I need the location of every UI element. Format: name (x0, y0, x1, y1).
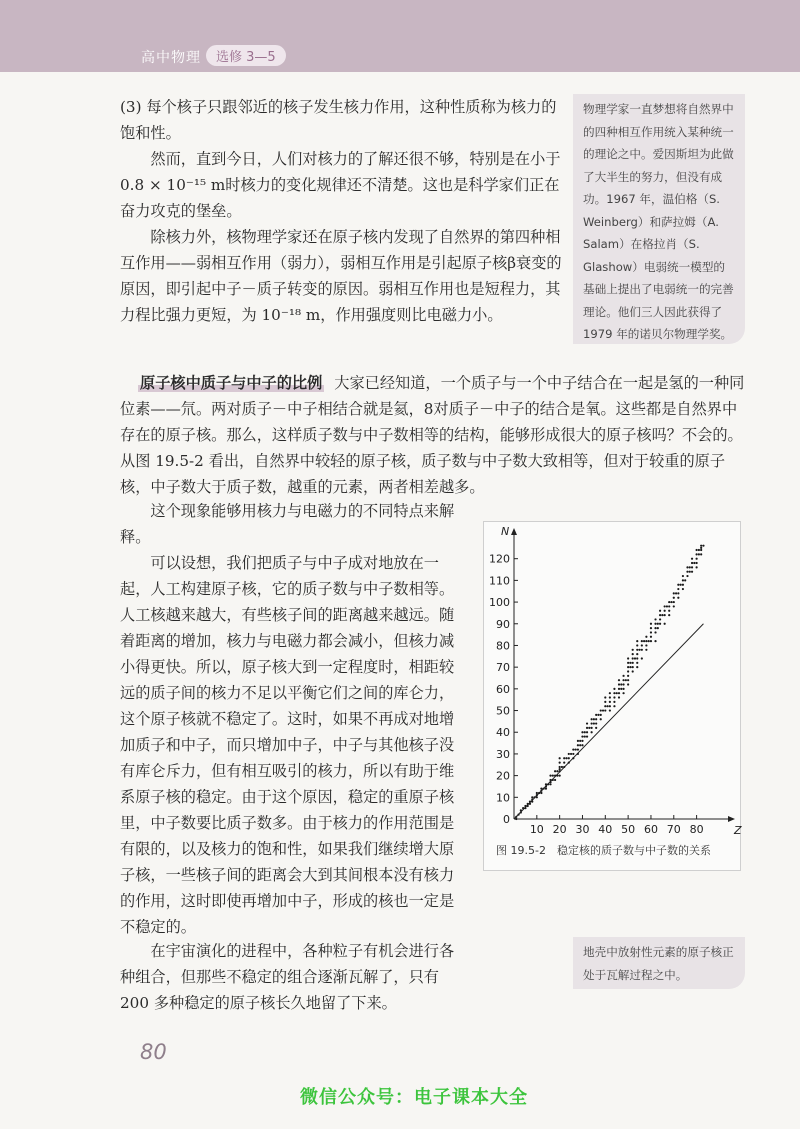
paragraph-explanation: 可以设想，我们把质子与中子成对地放在一起，人工构建原子核，它的质子数与中子数相等。人工核越来越大，有些核子间的距离越来越远。随着距离的增加，核力与电磁力都会减小，但核力减小得更快。所以，原子核大到一定程度时，相距较远的质子间的核力不足以平衡它们之间的库仑力，这个原子核就不稳定了。这时，如果不再成对地增加质子和中子，而只增加中子，中子与其他核子没有库仑斥力，但有相互吸引的核力，所以有助于维系原子核的稳定。由于这个原因，稳定的重原子核里，中子数要比质子数多。由于核力的作用范围是有限的，以及核力的饱和性，如果我们继续增大原子核，一些核子间的距离会大到其间根本没有核力的作用，这时即使再增加中子，形成的核也一定是不稳定的。 (120, 554, 455, 936)
data-point (517, 814, 519, 816)
data-point (627, 679, 629, 681)
data-point (515, 818, 517, 820)
data-point (650, 640, 652, 642)
paragraph-cosmic-evolution: 在宇宙演化的进程中，各种粒子有机会进行各种组合，但那些不稳定的组合逐渐瓦解了，只有 200 多种稳定的原子核长久地留了下来。 (120, 942, 455, 1012)
data-point (696, 562, 698, 564)
data-point (577, 753, 579, 755)
y-axis-arrow (511, 528, 517, 535)
data-point (618, 683, 620, 685)
data-point (673, 592, 675, 594)
book-volume-badge: 选修 3—5 (206, 45, 286, 66)
data-point (609, 696, 611, 698)
data-point (543, 788, 545, 790)
data-point (618, 679, 620, 681)
data-point (563, 766, 565, 768)
data-point (641, 657, 643, 659)
data-point (629, 662, 631, 664)
data-point (536, 794, 538, 796)
data-point (556, 770, 558, 772)
data-point (661, 614, 663, 616)
data-point (618, 688, 620, 690)
data-point (657, 627, 659, 629)
data-point (632, 666, 634, 668)
data-point (673, 597, 675, 599)
data-point (686, 571, 688, 573)
data-point (659, 623, 661, 625)
data-point (636, 666, 638, 668)
data-point (654, 618, 656, 620)
data-point (682, 575, 684, 577)
data-point (570, 753, 572, 755)
data-point (595, 727, 597, 729)
data-point (696, 566, 698, 568)
data-point (702, 545, 704, 547)
y-tick-label: 90 (496, 617, 510, 631)
data-point (632, 662, 634, 664)
section-title: 原子核中质子与中子的比例 (140, 374, 323, 392)
data-point (604, 696, 606, 698)
paragraph-proton-neutron-ratio (120, 370, 745, 500)
data-point (654, 623, 656, 625)
data-point (549, 781, 551, 783)
data-point (600, 709, 602, 711)
data-point (645, 649, 647, 651)
data-point (691, 558, 693, 560)
data-point (700, 545, 702, 547)
data-point (600, 718, 602, 720)
data-point (686, 566, 688, 568)
data-point (645, 640, 647, 642)
data-point (545, 785, 547, 787)
y-tick-label: 40 (496, 726, 510, 740)
data-point (641, 640, 643, 642)
data-point (591, 727, 593, 729)
data-point (629, 666, 631, 668)
paragraph-explanation-intro: 这个现象能够用核力与电磁力的不同特点来解释。 (120, 502, 455, 546)
data-point (572, 748, 574, 750)
data-point (627, 675, 629, 677)
data-point (664, 623, 666, 625)
data-point (682, 579, 684, 581)
data-point (650, 623, 652, 625)
data-point (668, 614, 670, 616)
data-point (675, 592, 677, 594)
y-tick-label: 60 (496, 682, 510, 696)
data-point (689, 566, 691, 568)
data-point (650, 627, 652, 629)
data-point (591, 731, 593, 733)
data-point (563, 762, 565, 764)
data-point (641, 644, 643, 646)
data-point (627, 670, 629, 672)
data-point (524, 807, 526, 809)
data-point (609, 705, 611, 707)
data-point (593, 722, 595, 724)
data-point (600, 714, 602, 716)
data-point (618, 696, 620, 698)
data-point (531, 798, 533, 800)
data-point (636, 653, 638, 655)
data-point (613, 696, 615, 698)
data-point (625, 679, 627, 681)
x-axis-arrow (728, 816, 735, 822)
data-point (602, 709, 604, 711)
data-point (698, 553, 700, 555)
data-point (622, 683, 624, 685)
data-point (572, 753, 574, 755)
data-point (556, 775, 558, 777)
data-point (620, 683, 622, 685)
data-point (700, 553, 702, 555)
data-point (664, 614, 666, 616)
data-point (531, 801, 533, 803)
page-number: 80 (140, 1040, 167, 1064)
data-point (613, 705, 615, 707)
data-point (686, 575, 688, 577)
data-point (664, 605, 666, 607)
data-point (565, 757, 567, 759)
y-tick-label: 100 (489, 596, 510, 610)
data-point (545, 788, 547, 790)
paragraph-saturation: (3) 每个核子只跟邻近的核子发生核力作用，这种性质称为核力的饱和性。 (120, 98, 557, 142)
data-point (654, 640, 656, 642)
data-point (584, 735, 586, 737)
data-point (515, 816, 517, 818)
x-tick-label: 20 (552, 823, 567, 836)
data-point (659, 614, 661, 616)
data-point (606, 705, 608, 707)
y-tick-label: 50 (496, 704, 510, 718)
data-point (538, 792, 540, 794)
data-point (618, 692, 620, 694)
data-point (668, 601, 670, 603)
data-point (559, 775, 561, 777)
data-point (604, 705, 606, 707)
data-point (563, 757, 565, 759)
data-point (609, 709, 611, 711)
data-point (545, 783, 547, 785)
data-point (581, 740, 583, 742)
data-point (636, 657, 638, 659)
reference-line-n-equals-z (514, 624, 703, 819)
data-point (597, 714, 599, 716)
data-point (654, 627, 656, 629)
data-point (696, 549, 698, 551)
data-point (700, 547, 702, 549)
paragraph-weak-interaction: 除核力外，核物理学家还在原子核内发现了自然界的第四种相互作用——弱相互作用（弱力），弱相互作用是引起原子核β衰变的原因，即引起中子－质子转变的原因。弱相互作用也是短程力，其力程比强力更短，为 10⁻¹⁸ m，作用强度则比电磁力小。 (120, 228, 562, 324)
data-point (698, 549, 700, 551)
x-tick-label: 80 (689, 823, 704, 836)
data-point (554, 779, 556, 781)
data-point (632, 653, 634, 655)
data-point (577, 744, 579, 746)
y-axis-label: N (501, 525, 510, 538)
y-tick-label: 80 (496, 639, 510, 653)
data-point (572, 757, 574, 759)
data-point (613, 701, 615, 703)
data-point (650, 636, 652, 638)
y-tick-label: 0 (503, 813, 510, 826)
paragraph-ratio-text: 大家已经知道，一个质子与一个中子结合在一起是氢的一种同位素——氘。两对质子－中子相结合就是氦，8对质子－中子的结合是氧。这些都是自然界中存在的原子核。那么，这样质子数与中子数相等的结构，能够形成很大的原子核吗？不会的。从图 19.5-2 看出，自然界中较轻的原子核，质子数与中子数大致相等，但对于较重的原子核，中子数大于质子数，越重的元素，两者相差越多。 (120, 374, 745, 496)
data-point (641, 649, 643, 651)
data-point (559, 770, 561, 772)
paragraph-unknown-range: 然而，直到今日，人们对核力的了解还很不够，特别是在小于 0.8 × 10⁻¹⁵ m时核力的变化规律还不清楚。这也是科学家们正在奋力攻克的堡垒。 (120, 150, 561, 220)
data-point (636, 640, 638, 642)
y-tick-label: 110 (489, 574, 510, 588)
data-point (677, 597, 679, 599)
data-point (536, 792, 538, 794)
data-point (595, 718, 597, 720)
data-point (568, 757, 570, 759)
data-point (520, 811, 522, 813)
data-point (531, 796, 533, 798)
data-point (586, 722, 588, 724)
data-point (581, 731, 583, 733)
data-point (659, 610, 661, 612)
data-point (522, 807, 524, 809)
data-point (568, 753, 570, 755)
x-axis-label: Z (734, 824, 742, 837)
data-point (643, 640, 645, 642)
data-point (575, 748, 577, 750)
header-band (0, 0, 800, 72)
data-point (540, 792, 542, 794)
data-point (593, 718, 595, 720)
data-point (648, 640, 650, 642)
data-point (668, 610, 670, 612)
data-point (595, 722, 597, 724)
data-point (540, 788, 542, 790)
data-point (559, 757, 561, 759)
data-point (696, 558, 698, 560)
chart-points (514, 545, 705, 821)
data-point (684, 579, 686, 581)
data-point (613, 688, 615, 690)
y-tick-label: 70 (496, 661, 510, 675)
data-point (581, 744, 583, 746)
data-point (568, 762, 570, 764)
data-point (677, 592, 679, 594)
data-point (666, 605, 668, 607)
data-point (616, 692, 618, 694)
data-point (549, 783, 551, 785)
figure-caption: 图 19.5-2 稳定核的质子数与中子数的关系 (496, 844, 711, 857)
data-point (627, 683, 629, 685)
x-tick-label: 70 (666, 823, 681, 836)
data-point (554, 770, 556, 772)
data-point (659, 618, 661, 620)
data-point (529, 803, 531, 805)
x-tick-label: 60 (643, 823, 658, 836)
data-point (627, 662, 629, 664)
data-point (673, 601, 675, 603)
data-point (696, 553, 698, 555)
data-point (581, 735, 583, 737)
data-point (529, 801, 531, 803)
data-point (691, 566, 693, 568)
data-point (632, 649, 634, 651)
data-point (586, 731, 588, 733)
data-point (636, 644, 638, 646)
data-point (549, 775, 551, 777)
data-point (609, 701, 611, 703)
figure-panel (483, 521, 741, 871)
data-point (554, 775, 556, 777)
data-point (691, 571, 693, 573)
data-point (664, 610, 666, 612)
data-point (634, 657, 636, 659)
data-point (622, 675, 624, 677)
data-point (622, 679, 624, 681)
data-point (559, 762, 561, 764)
data-point (700, 549, 702, 551)
data-point (533, 796, 535, 798)
data-point (527, 803, 529, 805)
data-point (586, 727, 588, 729)
data-point (691, 562, 693, 564)
data-point (586, 735, 588, 737)
y-tick-label: 20 (496, 769, 510, 783)
data-point (591, 722, 593, 724)
data-point (613, 692, 615, 694)
data-point (657, 623, 659, 625)
data-point (527, 805, 529, 807)
data-point (677, 584, 679, 586)
data-point (627, 666, 629, 668)
data-point (561, 766, 563, 768)
chart-axes (489, 525, 742, 837)
data-point (536, 796, 538, 798)
data-point (559, 768, 561, 770)
data-point (591, 718, 593, 720)
data-point (559, 766, 561, 768)
data-point (547, 783, 549, 785)
data-point (520, 809, 522, 811)
stability-chart (484, 522, 740, 870)
data-point (636, 649, 638, 651)
y-tick-label: 30 (496, 747, 510, 761)
data-point (670, 601, 672, 603)
sidenote-radioactive: 地壳中放射性元素的原子核正处于瓦解过程之中。 (573, 937, 745, 989)
data-point (682, 584, 684, 586)
footer-source: 微信公众号：电子课本大全 (300, 1087, 528, 1108)
data-point (622, 692, 624, 694)
data-point (632, 657, 634, 659)
data-point (632, 670, 634, 672)
data-point (579, 744, 581, 746)
data-point (638, 649, 640, 651)
y-tick-label: 120 (489, 552, 510, 566)
data-point (577, 740, 579, 742)
x-tick-label: 50 (621, 823, 636, 836)
data-point (650, 631, 652, 633)
data-point (579, 740, 581, 742)
data-point (622, 688, 624, 690)
data-point (682, 588, 684, 590)
data-point (577, 748, 579, 750)
data-point (524, 805, 526, 807)
data-point (673, 605, 675, 607)
data-point (552, 775, 554, 777)
data-point (595, 714, 597, 716)
data-point (693, 562, 695, 564)
data-point (604, 709, 606, 711)
data-point (689, 571, 691, 573)
data-point (677, 588, 679, 590)
y-tick-label: 10 (496, 791, 510, 805)
x-tick-label: 10 (529, 823, 544, 836)
data-point (645, 636, 647, 638)
x-tick-label: 40 (598, 823, 613, 836)
data-point (588, 727, 590, 729)
data-point (620, 688, 622, 690)
data-point (540, 790, 542, 792)
data-point (654, 631, 656, 633)
data-point (549, 779, 551, 781)
data-point (668, 605, 670, 607)
book-subject: 高中物理 (141, 50, 201, 66)
data-point (604, 701, 606, 703)
data-point (627, 657, 629, 659)
data-point (552, 779, 554, 781)
data-point (609, 692, 611, 694)
sidenote-unification: 物理学家一直梦想将自然界中的四种相互作用统入某种统一的理论之中。爱因斯坦为此做了大半生的努力，但没有成功。1967 年，温伯格（S. Weinberg）和萨拉姆（A. Salam）在格拉肖（S. Glashow）电弱统一模型的基础上提出了电弱统一的完善理论。他们三人因此获得了 1979 年的诺贝尔物理学奖。 (573, 94, 745, 344)
data-point (636, 662, 638, 664)
data-point (680, 584, 682, 586)
data-point (584, 731, 586, 733)
data-point (645, 644, 647, 646)
x-tick-label: 30 (575, 823, 590, 836)
